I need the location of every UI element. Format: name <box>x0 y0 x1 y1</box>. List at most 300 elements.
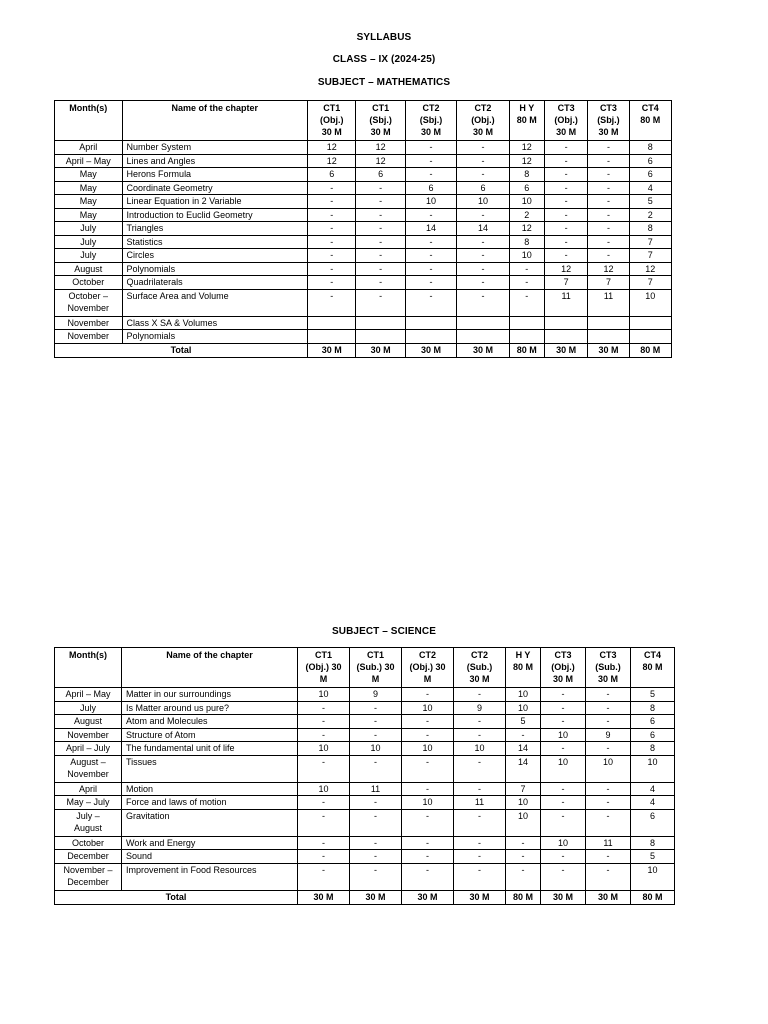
marks-cell: - <box>405 208 456 222</box>
marks-cell: 14 <box>506 755 541 782</box>
marks-cell: 10 <box>541 836 586 850</box>
cell-line: 30 M <box>370 127 391 137</box>
cell-line: CT1 <box>314 650 332 660</box>
table-row <box>55 262 672 276</box>
column-header <box>454 648 506 688</box>
marks-cell: 12 <box>509 141 544 155</box>
marks-cell <box>356 330 405 344</box>
marks-cell: - <box>586 809 631 836</box>
marks-cell: - <box>405 276 456 290</box>
chapter-cell: Structure of Atom <box>122 728 298 742</box>
cell-line: Month(s) <box>69 650 107 660</box>
marks-cell: - <box>298 850 350 864</box>
month-cell <box>55 796 122 810</box>
marks-cell: - <box>457 235 509 249</box>
marks-cell: 6 <box>509 181 544 195</box>
marks-cell: 10 <box>586 755 631 782</box>
month-cell <box>55 755 122 782</box>
marks-cell: 10 <box>629 289 671 316</box>
marks-cell: - <box>454 850 506 864</box>
total-cell: 30 M <box>544 343 587 357</box>
marks-cell: - <box>586 715 631 729</box>
column-header <box>55 648 122 688</box>
table-row <box>55 316 672 330</box>
cell-line: CT1 <box>372 103 390 113</box>
total-row <box>55 343 672 357</box>
cell-line: (Obj.) <box>551 662 575 672</box>
marks-cell: - <box>509 289 544 316</box>
cell-line: CT4 <box>641 103 659 113</box>
column-header <box>509 101 544 141</box>
cell-line: CT3 <box>599 103 617 113</box>
cell-line: (Sub.) <box>595 662 621 672</box>
marks-cell: 10 <box>298 782 350 796</box>
marks-cell: 10 <box>509 195 544 209</box>
marks-cell: 12 <box>588 262 629 276</box>
total-cell: 30 M <box>405 343 456 357</box>
marks-cell: 8 <box>509 168 544 182</box>
cell-line: November <box>67 331 110 341</box>
cell-line: April – May <box>65 155 111 166</box>
cell-line: CT2 <box>422 103 440 113</box>
cell-line: (Obj.) 30 <box>409 662 446 672</box>
cell-line: July <box>80 223 97 233</box>
marks-cell: - <box>298 715 350 729</box>
marks-cell: - <box>544 181 587 195</box>
table-row <box>55 782 675 796</box>
month-cell <box>55 728 122 742</box>
chapter-cell: Work and Energy <box>122 836 298 850</box>
month-cell <box>55 235 123 249</box>
chapter-cell: Is Matter around us pure? <box>122 701 298 715</box>
marks-cell: - <box>541 850 586 864</box>
marks-cell: - <box>544 141 587 155</box>
month-cell <box>55 154 123 168</box>
marks-cell: 9 <box>350 688 402 702</box>
chapter-cell: Gravitation <box>122 809 298 836</box>
chapter-cell: Linear Equation in 2 Variable <box>122 195 308 209</box>
marks-cell <box>588 316 629 330</box>
month-cell <box>55 688 122 702</box>
marks-cell: - <box>350 701 402 715</box>
marks-cell: - <box>350 715 402 729</box>
marks-cell <box>629 316 671 330</box>
marks-cell: - <box>541 701 586 715</box>
cell-line: CT3 <box>554 650 572 660</box>
marks-cell: - <box>298 836 350 850</box>
marks-cell: 7 <box>629 276 671 290</box>
marks-cell <box>629 330 671 344</box>
chapter-cell: Sound <box>122 850 298 864</box>
marks-cell: - <box>588 235 629 249</box>
cell-line: Name of the chapter <box>171 103 259 113</box>
marks-cell: 12 <box>356 154 405 168</box>
marks-cell: - <box>457 276 509 290</box>
marks-cell <box>457 316 509 330</box>
marks-cell: 6 <box>629 168 671 182</box>
marks-cell: 5 <box>631 688 675 702</box>
column-header <box>457 101 509 141</box>
science-subject-heading: SUBJECT – SCIENCE <box>332 626 436 637</box>
marks-cell: 11 <box>586 836 631 850</box>
marks-cell: 10 <box>541 728 586 742</box>
total-cell: 80 M <box>506 890 541 904</box>
marks-cell: - <box>350 755 402 782</box>
marks-cell <box>588 330 629 344</box>
marks-cell <box>509 316 544 330</box>
marks-cell: 6 <box>629 154 671 168</box>
marks-cell: - <box>402 728 454 742</box>
marks-cell: 11 <box>350 782 402 796</box>
column-header <box>122 101 308 141</box>
cell-line: CT1 <box>323 103 341 113</box>
cell-line: CT3 <box>557 103 575 113</box>
table-row <box>55 168 672 182</box>
table-row <box>55 154 672 168</box>
marks-cell: 7 <box>629 249 671 263</box>
marks-cell: 4 <box>629 181 671 195</box>
marks-cell: 6 <box>356 168 405 182</box>
marks-cell: 8 <box>631 701 675 715</box>
table-row <box>55 796 675 810</box>
science-header-row <box>55 648 675 688</box>
cell-line: August – <box>70 756 106 767</box>
marks-cell: - <box>405 262 456 276</box>
marks-cell: 10 <box>402 701 454 715</box>
table-row <box>55 715 675 729</box>
cell-line: CT2 <box>474 103 492 113</box>
cell-line: 30 M <box>469 674 490 684</box>
cell-line: 30 M <box>597 674 618 684</box>
marks-cell: 10 <box>298 742 350 756</box>
science-syllabus-table <box>54 647 675 905</box>
month-cell <box>55 330 123 344</box>
table-row <box>55 195 672 209</box>
cell-line: (Obj.) <box>471 115 495 125</box>
cell-line: November <box>67 317 110 328</box>
marks-cell: 12 <box>509 154 544 168</box>
marks-cell: 14 <box>405 222 456 236</box>
cell-line: 30 M <box>556 127 577 137</box>
marks-cell: - <box>402 850 454 864</box>
table-row <box>55 688 675 702</box>
marks-cell: - <box>588 168 629 182</box>
marks-cell: 12 <box>544 262 587 276</box>
marks-cell: 12 <box>509 222 544 236</box>
month-cell <box>55 701 122 715</box>
table-row <box>55 235 672 249</box>
marks-cell: 12 <box>629 262 671 276</box>
cell-line: CT2 <box>470 650 488 660</box>
marks-cell <box>509 330 544 344</box>
total-cell: 30 M <box>356 343 405 357</box>
marks-cell <box>405 316 456 330</box>
marks-cell: - <box>544 249 587 263</box>
marks-cell: - <box>356 195 405 209</box>
cell-line: July <box>80 250 97 260</box>
cell-line: August <box>74 263 103 274</box>
marks-cell: - <box>544 208 587 222</box>
marks-cell <box>308 330 356 344</box>
month-cell <box>55 262 123 276</box>
math-subject-heading: SUBJECT – MATHEMATICS <box>317 77 451 88</box>
cell-line: (Sbj.) <box>369 115 392 125</box>
cell-line: Name of the chapter <box>166 650 253 660</box>
marks-cell: - <box>586 688 631 702</box>
marks-cell: - <box>298 728 350 742</box>
cell-line: 30 M <box>472 127 493 137</box>
total-label: Total <box>55 343 308 357</box>
marks-cell: - <box>308 208 356 222</box>
marks-cell: - <box>541 688 586 702</box>
marks-cell: 10 <box>631 863 675 890</box>
table-row <box>55 742 675 756</box>
total-cell: 30 M <box>457 343 509 357</box>
marks-cell: 11 <box>588 289 629 316</box>
marks-cell: - <box>544 235 587 249</box>
table-row <box>55 809 675 836</box>
chapter-cell: Polynomials <box>122 330 308 344</box>
cell-line: May <box>79 196 97 206</box>
month-cell <box>55 316 123 330</box>
cell-line: April – May <box>65 689 111 699</box>
cell-line: 30 M <box>552 674 573 684</box>
column-header <box>541 648 586 688</box>
month-cell <box>55 836 122 850</box>
column-header <box>586 648 631 688</box>
chapter-cell: Matter in our surroundings <box>122 688 298 702</box>
month-cell <box>55 181 123 195</box>
marks-cell: - <box>356 235 405 249</box>
marks-cell: - <box>308 276 356 290</box>
marks-cell: - <box>457 289 509 316</box>
cell-line: (Obj.) <box>554 115 578 125</box>
cell-line: (Obj.) 30 <box>305 662 342 672</box>
marks-cell: 6 <box>631 809 675 836</box>
marks-cell: 10 <box>506 809 541 836</box>
marks-cell: 14 <box>506 742 541 756</box>
cell-line: July <box>79 702 96 713</box>
table-row <box>55 181 672 195</box>
marks-cell: 6 <box>405 181 456 195</box>
cell-line: October <box>71 837 104 848</box>
marks-cell: 4 <box>631 796 675 810</box>
marks-cell: - <box>350 728 402 742</box>
marks-cell: - <box>298 809 350 836</box>
column-header <box>629 101 671 141</box>
marks-cell: 10 <box>506 796 541 810</box>
marks-cell: 10 <box>454 742 506 756</box>
marks-cell <box>457 330 509 344</box>
marks-cell: - <box>356 181 405 195</box>
month-cell <box>55 715 122 729</box>
marks-cell: - <box>356 208 405 222</box>
marks-cell: - <box>506 850 541 864</box>
cell-line: 80 M <box>642 662 663 672</box>
chapter-cell: Statistics <box>122 235 308 249</box>
marks-cell: - <box>506 863 541 890</box>
cell-line: November <box>67 729 109 740</box>
total-cell: 80 M <box>631 890 675 904</box>
cell-line: CT3 <box>599 650 617 660</box>
marks-cell: - <box>308 262 356 276</box>
marks-cell: - <box>541 742 586 756</box>
cell-line: December <box>67 851 109 861</box>
marks-cell: - <box>588 222 629 236</box>
marks-cell: 11 <box>454 796 506 810</box>
marks-cell: - <box>350 809 402 836</box>
cell-line: (Obj.) <box>319 115 344 125</box>
cell-line: M <box>319 674 328 684</box>
column-header <box>588 101 629 141</box>
marks-cell: - <box>588 141 629 155</box>
total-cell: 30 M <box>298 890 350 904</box>
chapter-cell: The fundamental unit of life <box>122 742 298 756</box>
cell-line: November – <box>63 864 113 875</box>
cell-line: H Y <box>515 650 531 660</box>
marks-cell: - <box>356 289 405 316</box>
month-cell <box>55 222 123 236</box>
chapter-cell: Number System <box>122 141 308 155</box>
chapter-cell: Quadrilaterals <box>122 276 308 290</box>
marks-cell: 9 <box>586 728 631 742</box>
marks-cell: - <box>405 168 456 182</box>
total-label: Total <box>55 890 298 904</box>
chapter-cell: Tissues <box>122 755 298 782</box>
marks-cell: - <box>509 276 544 290</box>
chapter-cell: Surface Area and Volume <box>122 289 308 316</box>
marks-cell: 8 <box>629 222 671 236</box>
math-syllabus-table <box>54 100 672 358</box>
marks-cell: - <box>308 249 356 263</box>
marks-cell: - <box>405 141 456 155</box>
marks-cell: 6 <box>631 728 675 742</box>
column-header <box>298 648 350 688</box>
marks-cell: 10 <box>405 195 456 209</box>
marks-cell: 10 <box>506 701 541 715</box>
column-header <box>308 101 356 141</box>
marks-cell <box>356 316 405 330</box>
table-row <box>55 863 675 890</box>
table-row <box>55 141 672 155</box>
cell-line: December <box>67 876 109 887</box>
marks-cell: - <box>588 154 629 168</box>
marks-cell: - <box>356 222 405 236</box>
marks-cell: - <box>308 289 356 316</box>
marks-cell: - <box>541 809 586 836</box>
cell-line: M <box>371 674 380 684</box>
marks-cell: - <box>356 262 405 276</box>
marks-cell: - <box>350 850 402 864</box>
cell-line: July <box>80 236 97 247</box>
marks-cell: 7 <box>506 782 541 796</box>
marks-cell: - <box>298 796 350 810</box>
marks-cell: - <box>350 863 402 890</box>
marks-cell: - <box>356 276 405 290</box>
table-row <box>55 755 675 782</box>
marks-cell: - <box>454 863 506 890</box>
marks-cell: - <box>586 701 631 715</box>
marks-cell: - <box>454 782 506 796</box>
chapter-cell: Herons Formula <box>122 168 308 182</box>
marks-cell: - <box>544 168 587 182</box>
column-header <box>506 648 541 688</box>
marks-cell: 12 <box>356 141 405 155</box>
column-header <box>122 648 298 688</box>
marks-cell: - <box>586 796 631 810</box>
cell-line: (Sub.) 30 <box>356 662 395 672</box>
marks-cell: - <box>405 154 456 168</box>
marks-cell <box>544 330 587 344</box>
marks-cell: 6 <box>308 168 356 182</box>
chapter-cell: Lines and Angles <box>122 154 308 168</box>
chapter-cell: Triangles <box>122 222 308 236</box>
marks-cell: - <box>356 249 405 263</box>
marks-cell: - <box>454 755 506 782</box>
marks-cell: - <box>457 262 509 276</box>
total-cell: 30 M <box>588 343 629 357</box>
month-cell <box>55 276 123 290</box>
marks-cell: - <box>298 755 350 782</box>
cell-line: April <box>78 783 97 794</box>
table-row <box>55 836 675 850</box>
marks-cell: - <box>402 715 454 729</box>
total-cell: 30 M <box>454 890 506 904</box>
cell-line: Month(s) <box>69 103 108 113</box>
cell-line: May <box>79 169 97 179</box>
marks-cell: - <box>541 715 586 729</box>
cell-line: 80 M <box>516 115 537 125</box>
table-row <box>55 289 672 316</box>
marks-cell: - <box>509 262 544 276</box>
marks-cell: 10 <box>506 688 541 702</box>
marks-cell: - <box>402 755 454 782</box>
marks-cell: - <box>298 863 350 890</box>
marks-cell: - <box>405 289 456 316</box>
table-row <box>55 701 675 715</box>
cell-line: April – July <box>65 743 110 753</box>
marks-cell: - <box>454 836 506 850</box>
column-header <box>405 101 456 141</box>
cell-line: CT4 <box>643 650 661 660</box>
class-line: CLASS – IX (2024-25) <box>332 54 436 65</box>
marks-cell: - <box>586 782 631 796</box>
marks-cell: 5 <box>631 850 675 864</box>
chapter-cell: Polynomials <box>122 262 308 276</box>
marks-cell: 7 <box>544 276 587 290</box>
chapter-cell: Force and laws of motion <box>122 796 298 810</box>
marks-cell: - <box>541 782 586 796</box>
marks-cell: - <box>506 836 541 850</box>
marks-cell: - <box>350 796 402 810</box>
marks-cell: 6 <box>631 715 675 729</box>
total-cell: 80 M <box>629 343 671 357</box>
cell-line: (Sbj.) <box>597 115 620 125</box>
month-cell <box>55 863 122 890</box>
marks-cell: - <box>457 141 509 155</box>
column-header <box>356 101 405 141</box>
cell-line: CT1 <box>366 650 384 660</box>
marks-cell: - <box>544 154 587 168</box>
cell-line: April <box>79 142 98 152</box>
marks-cell: 8 <box>509 235 544 249</box>
cell-line: May – July <box>66 797 110 807</box>
table-row <box>55 330 672 344</box>
marks-cell: 10 <box>402 742 454 756</box>
chapter-cell: Circles <box>122 249 308 263</box>
column-header <box>402 648 454 688</box>
marks-cell: - <box>308 235 356 249</box>
